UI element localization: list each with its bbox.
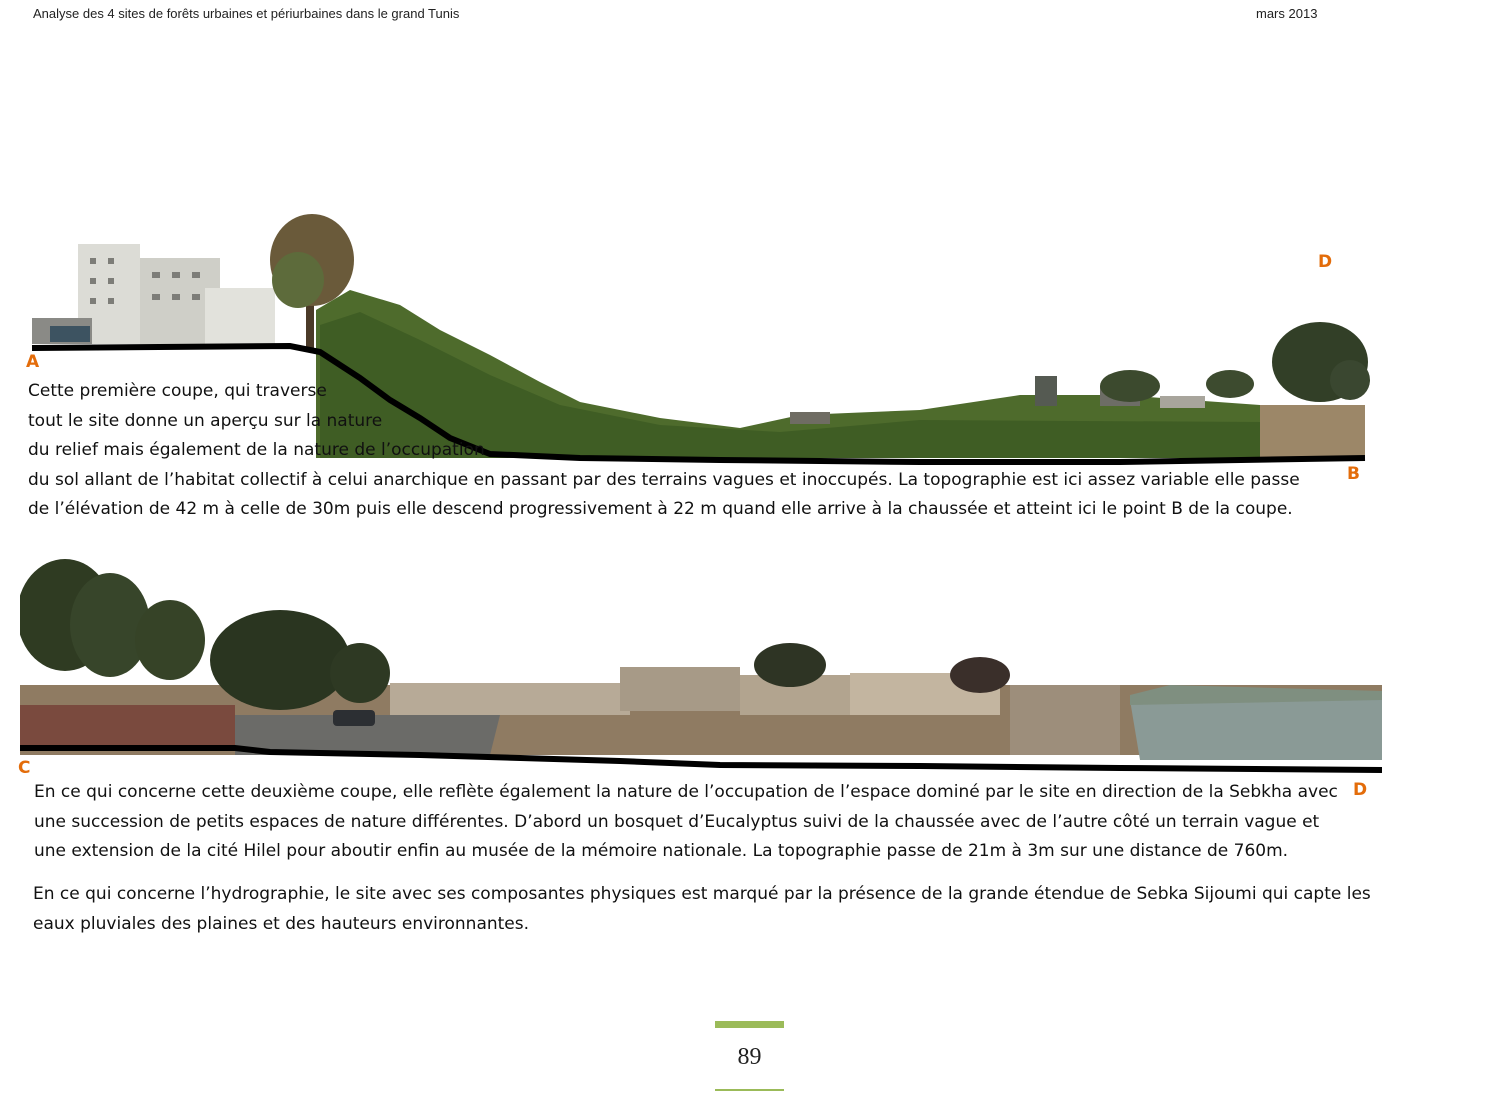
section1-line-2: tout le site donne un aperçu sur la nature (28, 410, 383, 431)
section2-line-2: une succession de petits espaces de nature différentes. D’abord un bosquet d’Eucalyptus suivi de la chaussée avec de l’autre côté un terrain vague et (34, 811, 1320, 832)
section1-line-1: Cette première coupe, qui traverse (28, 381, 327, 401)
sebkha-water (1130, 700, 1382, 760)
apartment-building (32, 244, 275, 344)
page-number-top-rule (715, 1021, 784, 1028)
document-header-date: mars 2013 (1256, 6, 1318, 21)
point-label-c: C (18, 758, 31, 778)
cross-section-cd-panorama (20, 555, 1382, 775)
point-label-d-top: D (1318, 252, 1333, 272)
hydro-line-2: eaux pluviales des plaines et des hauteurs environnantes. (33, 913, 530, 934)
section1-line-5: de l’élévation de 42 m à celle de 30m puis elle descend progressivement à 22 m quand elle arrive à la chaussée et atteint ici le point B de la coupe. (28, 499, 1293, 519)
eucalyptus-grove (20, 559, 235, 750)
page-number-bottom-rule (715, 1089, 784, 1091)
point-label-b: B (1347, 464, 1360, 484)
document-header-title: Analyse des 4 sites de forêts urbaines et périurbaines dans le grand Tunis (33, 6, 460, 21)
section1-line-4: du sol allant de l’habitat collectif à celui anarchique en passant par des terrains vagues et inoccupés. La topographie est ici assez variable elle passe (28, 469, 1300, 490)
roadside-trees (210, 610, 390, 710)
section1-paragraph (28, 377, 1300, 525)
section1-line-3: du relief mais également de la nature de l’occupation (28, 440, 485, 460)
hydro-line-1: En ce qui concerne l’hydrographie, le site avec ses composantes physiques est marqué par la présence de la grande étendue de Sebka Sijoumi qui capte les (33, 884, 1371, 904)
section2-line-1: En ce qui concerne cette deuxième coupe, elle reflète également la nature de l’occupation de l’espace dominé par le site en direction de la Sebkha avec (34, 782, 1338, 802)
point-label-a: A (26, 352, 40, 372)
section2-paragraph (34, 778, 1338, 867)
point-label-d: D (1353, 780, 1368, 800)
hydrography-paragraph (33, 880, 1371, 939)
page-number: 89 (737, 1044, 762, 1070)
section2-line-3: une extension de la cité Hilel pour aboutir enfin au musée de la mémoire nationale. La topographie passe de 21m à 3m sur une distance de 760m. (34, 841, 1289, 861)
